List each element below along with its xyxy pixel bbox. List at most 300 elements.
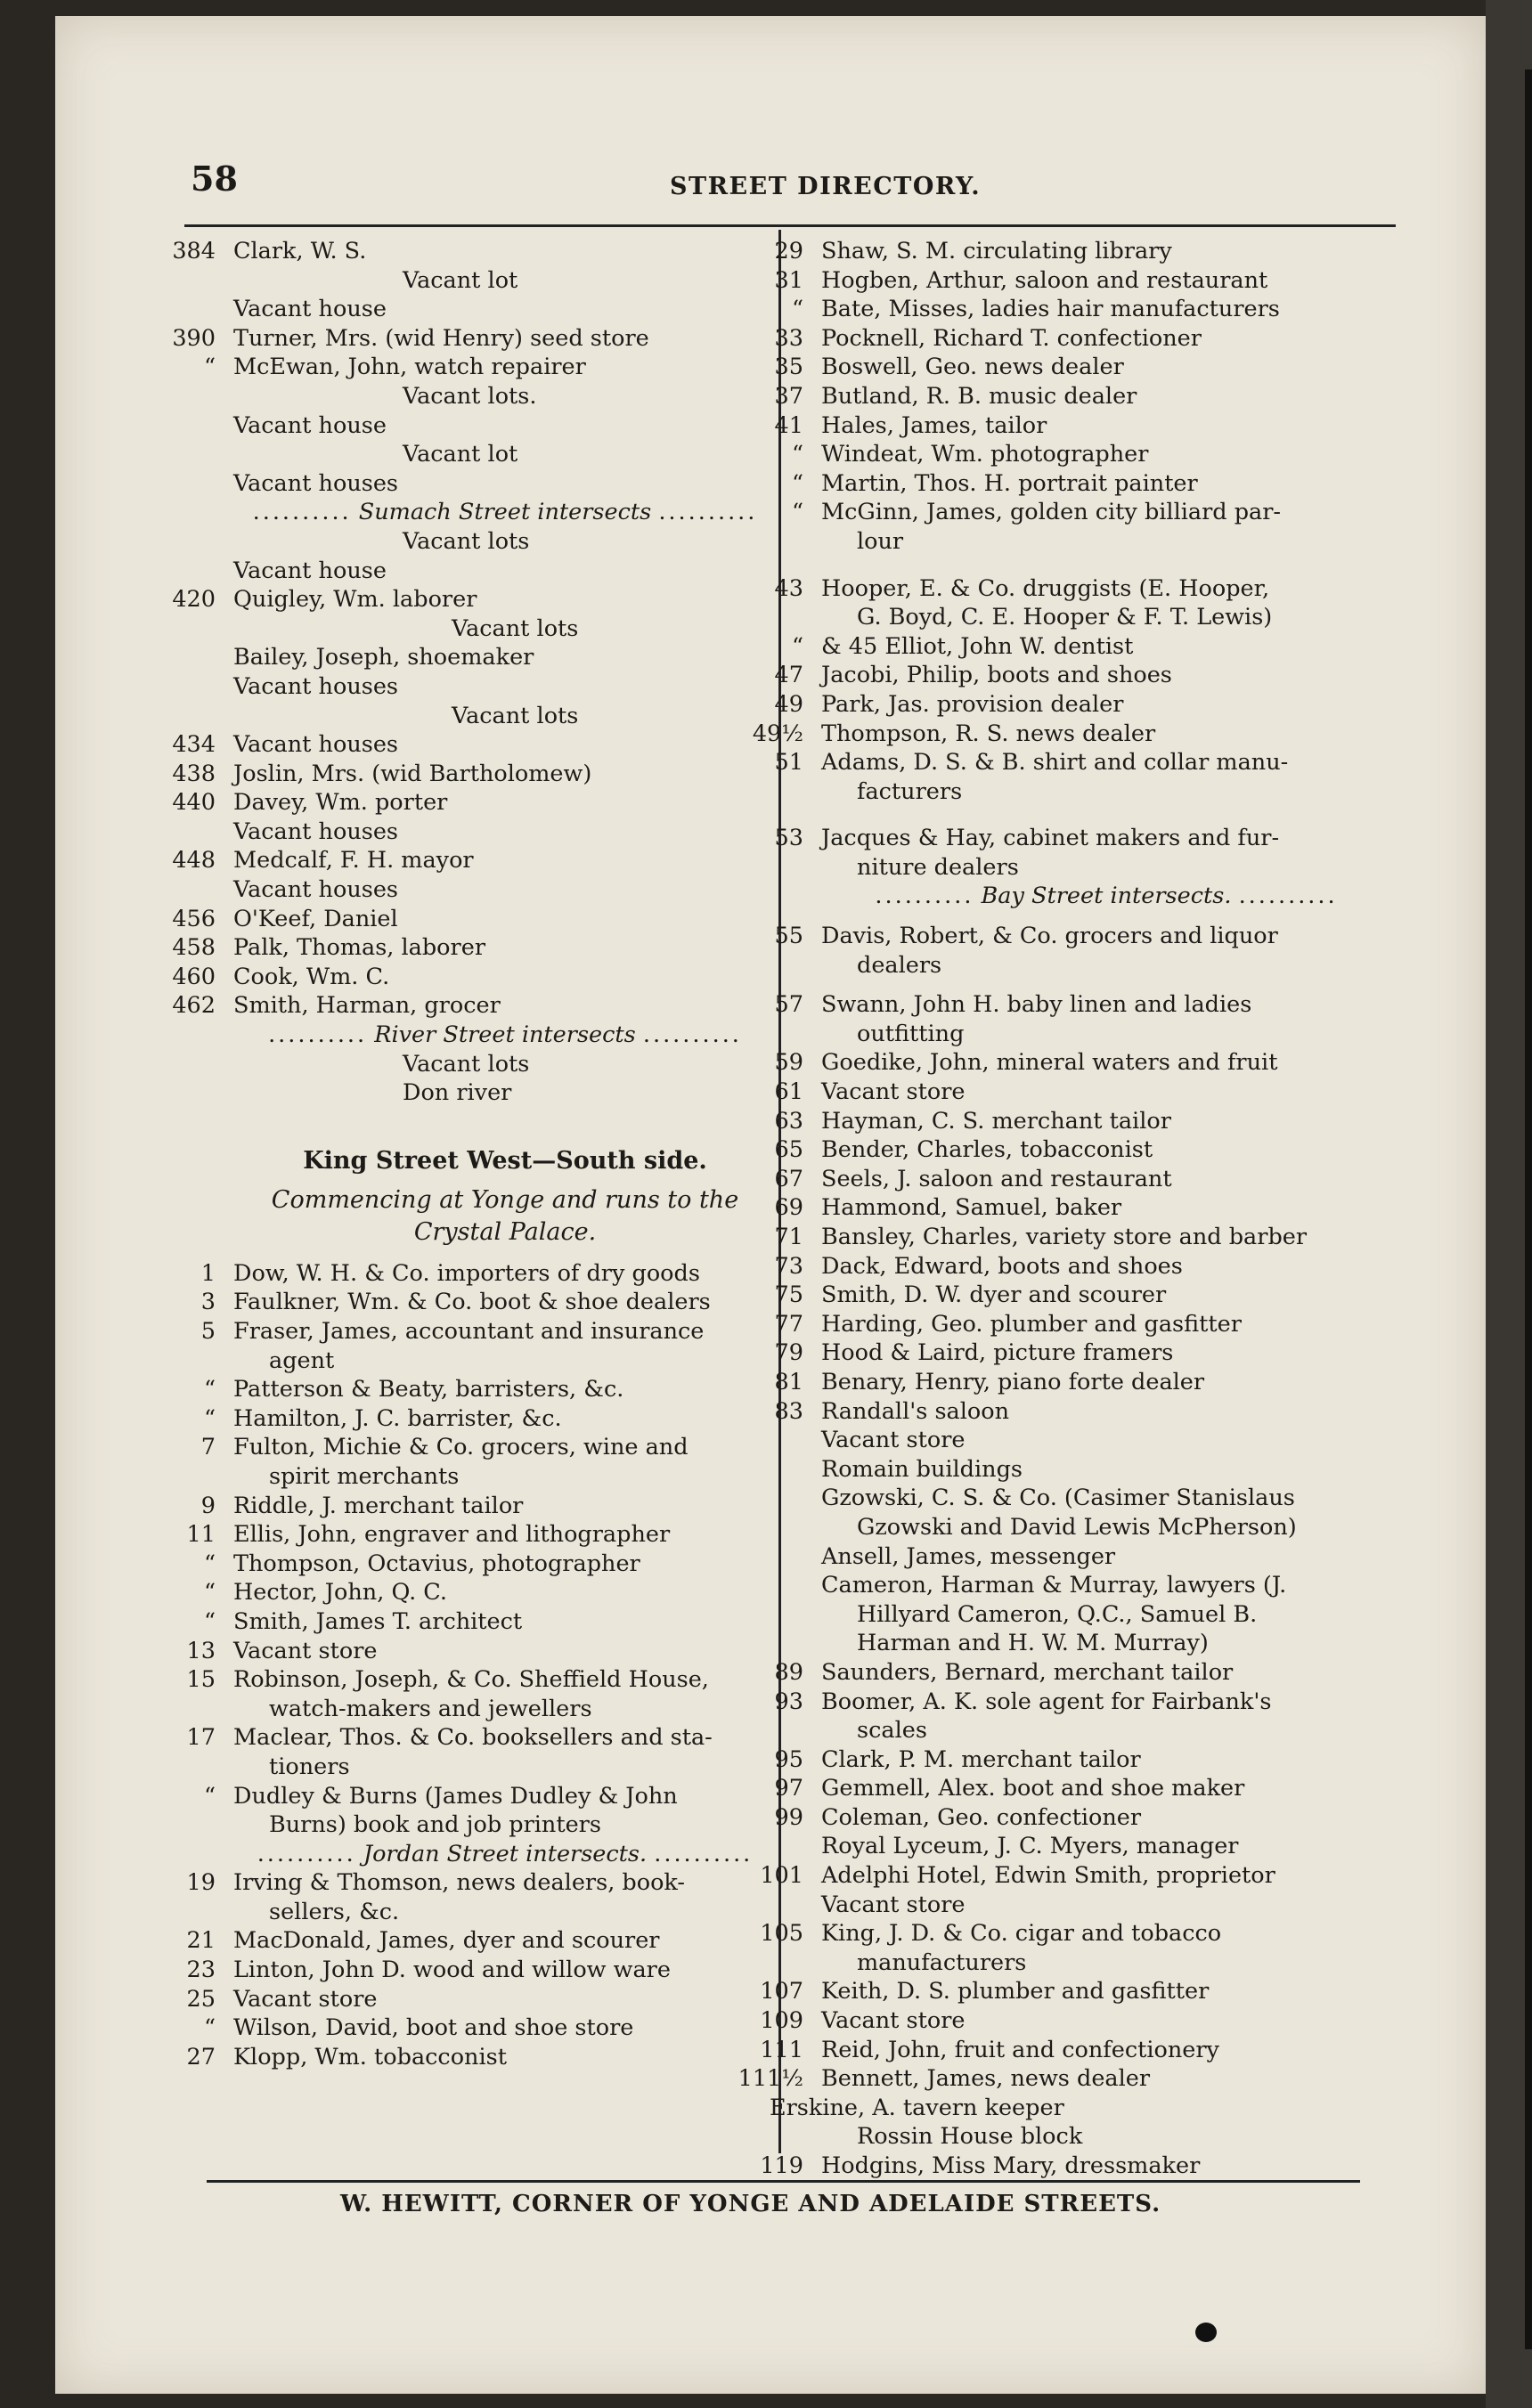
house-number: 458 — [172, 934, 216, 962]
directory-entry — [186, 2043, 777, 2072]
entry-text: Vacant lots. — [403, 382, 537, 410]
house-number: 462 — [172, 992, 216, 1020]
entry-text: Hammond, Samuel, baker — [821, 1194, 1122, 1222]
house-number: 7 — [200, 1434, 216, 1461]
directory-entry — [821, 2122, 1391, 2152]
house-number: 29 — [774, 238, 803, 264]
directory-entry — [774, 1223, 1391, 1252]
directory-entry — [760, 1977, 1391, 2006]
ink-blot — [1195, 2323, 1217, 2342]
entry-text: Bate, Misses, ladies hair manufacturers — [821, 296, 1280, 323]
entry-text: Smith, D. W. dyer and scourer — [821, 1281, 1167, 1309]
directory-entry — [774, 1048, 1391, 1078]
house-number: 105 — [760, 1920, 803, 1948]
directory-entry — [770, 2094, 1391, 2123]
entry-text: Hales, James, tailor — [821, 411, 1047, 439]
entry-text: O'Keef, Daniel — [233, 905, 398, 932]
directory-entry — [774, 574, 1391, 604]
directory-entry — [186, 1985, 777, 2014]
intersection-note — [821, 882, 1391, 911]
house-number: 440 — [172, 789, 216, 817]
directory-entry — [774, 324, 1391, 354]
directory-entry — [203, 1578, 777, 1607]
directory-entry — [233, 1078, 777, 1108]
header-rule — [184, 224, 1396, 227]
directory-entry — [186, 1956, 777, 1985]
entry-text: Quigley, Wm. laborer — [233, 586, 477, 614]
house-number: 99 — [774, 1803, 803, 1831]
entry-text: Davis, Robert, & Co. grocers and liquor — [821, 923, 1278, 950]
directory-entry — [172, 237, 777, 266]
leader-dots: .......... — [252, 499, 352, 526]
entry-text: Gzowski, C. S. & Co. (Casimer Stanislaus — [821, 1485, 1295, 1512]
entry-text: Keith, D. S. plumber and gasfitter — [821, 1978, 1210, 2005]
entry-text: Boswell, Geo. news dealer — [821, 354, 1124, 381]
directory-entry — [821, 1571, 1391, 1600]
directory-entry — [774, 1774, 1391, 1803]
entry-text: Vacant houses — [233, 818, 398, 845]
house-number: 49½ — [752, 720, 803, 747]
house-number: 15 — [186, 1666, 216, 1694]
directory-entry — [821, 951, 1391, 980]
directory-entry — [774, 690, 1391, 720]
entry-text: Hodgins, Miss Mary, dressmaker — [821, 2152, 1201, 2179]
house-number: 51 — [774, 749, 803, 777]
house-number: 97 — [774, 1775, 803, 1802]
entry-text: Erskine, A. tavern keeper — [770, 2094, 1064, 2121]
house-number: 63 — [774, 1107, 803, 1135]
entry-text: Dow, W. H. & Co. importers of dry goods — [233, 1259, 700, 1287]
directory-entry — [172, 585, 777, 614]
house-number: “ — [791, 296, 803, 323]
entry-text: Clark, W. S. — [233, 238, 367, 264]
directory-entry — [752, 720, 1391, 749]
entry-text: Harman and H. W. M. Murray) — [857, 1630, 1209, 1657]
entry-text: Vacant lots — [452, 702, 579, 729]
house-number: “ — [791, 441, 803, 468]
directory-entry — [203, 1607, 777, 1637]
directory-entry — [200, 1288, 777, 1317]
directory-entry — [821, 1600, 1391, 1630]
entry-text: Joslin, Mrs. (wid Bartholomew) — [233, 760, 592, 787]
directory-page — [55, 16, 1486, 2394]
entry-text: Cameron, Harman & Murray, lawyers (J. — [821, 1572, 1287, 1599]
house-number: 73 — [774, 1252, 803, 1280]
house-number: 43 — [774, 574, 803, 602]
house-number: 71 — [774, 1224, 803, 1250]
directory-entry — [791, 440, 1391, 469]
entry-text: Vacant store — [821, 1078, 966, 1106]
leader-dots: .......... — [658, 499, 758, 526]
house-number: 77 — [774, 1310, 803, 1338]
directory-entry — [774, 1135, 1391, 1165]
directory-entry — [172, 991, 777, 1021]
entry-text: Patterson & Beaty, barristers, &c. — [233, 1376, 624, 1403]
entry-text: Reid, John, fruit and confectionery — [821, 2036, 1219, 2063]
entry-text: Hogben, Arthur, saloon and restaurant — [821, 266, 1268, 294]
intersection-label: Bay Street intersects. — [981, 883, 1232, 910]
entry-text: Adams, D. S. & B. shirt and collar manu- — [821, 749, 1289, 777]
entry-text: Boomer, A. K. sole agent for Fairbank's — [821, 1688, 1272, 1715]
house-number: 109 — [760, 2007, 803, 2035]
entry-text: Irving & Thomson, news dealers, book- — [233, 1869, 686, 1897]
street-subheading: Crystal Palace. — [413, 1217, 597, 1246]
house-number: 384 — [172, 238, 216, 264]
entry-text: Fulton, Michie & Co. grocers, wine and — [233, 1434, 689, 1461]
entry-text: Hillyard Cameron, Q.C., Samuel B. — [857, 1600, 1258, 1628]
entry-text: Vacant house — [233, 411, 387, 439]
directory-entry — [172, 963, 777, 992]
directory-entry — [233, 702, 777, 731]
directory-entry — [233, 875, 777, 905]
entry-text: Vacant lots — [452, 614, 579, 642]
entry-text: facturers — [857, 777, 963, 805]
house-number: 19 — [186, 1869, 216, 1897]
entry-text: Dudley & Burns (James Dudley & John — [233, 1782, 678, 1810]
house-number: 31 — [774, 266, 803, 294]
left-column — [172, 237, 777, 2071]
directory-entry — [774, 411, 1391, 441]
house-number: 456 — [172, 905, 216, 932]
entry-text: Royal Lyceum, J. C. Myers, manager — [821, 1833, 1239, 1860]
directory-entry — [821, 1542, 1391, 1572]
entry-text: King, J. D. & Co. cigar and tobacco — [821, 1920, 1222, 1948]
entry-text: Robinson, Joseph, & Co. Sheffield House, — [233, 1666, 709, 1694]
directory-entry — [774, 748, 1391, 777]
entry-text: Jacobi, Philip, boots and shoes — [821, 662, 1172, 689]
entry-text: Butland, R. B. music dealer — [821, 382, 1137, 410]
entry-text: Harding, Geo. plumber and gasfitter — [821, 1310, 1242, 1338]
directory-entry — [774, 1281, 1391, 1310]
entry-text: Vacant lot — [403, 441, 518, 468]
entry-text: Ellis, John, engraver and lithographer — [233, 1521, 671, 1549]
entry-text: Swann, John H. baby linen and ladies — [821, 991, 1252, 1019]
entry-text: outfitting — [857, 1020, 965, 1047]
directory-entry — [172, 905, 777, 934]
directory-entry — [821, 527, 1391, 557]
entry-text: Turner, Mrs. (wid Henry) seed store — [233, 324, 649, 352]
directory-entry — [821, 1426, 1391, 1455]
entry-text: Martin, Thos. H. portrait painter — [821, 469, 1198, 497]
entry-text: Vacant store — [821, 2007, 966, 2035]
directory-entry — [774, 382, 1391, 411]
entry-text: Hood & Laird, picture framers — [821, 1339, 1174, 1367]
entry-text: Vacant house — [233, 296, 387, 323]
house-number: “ — [203, 1404, 216, 1432]
leader-dots: .......... — [875, 883, 974, 910]
entry-text: Vacant store — [821, 1891, 966, 1918]
entry-text: Benary, Henry, piano forte dealer — [821, 1368, 1205, 1395]
directory-entry — [233, 295, 777, 324]
entry-text: Coleman, Geo. confectioner — [821, 1803, 1142, 1831]
house-number: “ — [203, 1550, 216, 1577]
directory-entry — [186, 1868, 777, 1898]
entry-text: Bansley, Charles, variety store and barber — [821, 1224, 1308, 1250]
entry-text: Goedike, John, mineral waters and fruit — [821, 1049, 1278, 1077]
footer-rule — [207, 2180, 1360, 2183]
house-number: 89 — [774, 1658, 803, 1686]
directory-entry — [200, 1492, 777, 1521]
leader-dots: .......... — [257, 1840, 356, 1867]
street-heading: King Street West—South side. — [303, 1146, 707, 1175]
entry-text: Linton, John D. wood and willow ware — [233, 1956, 671, 1984]
directory-entry — [203, 1550, 777, 1579]
leader-dots: .......... — [1238, 883, 1338, 910]
entry-text: Bennett, James, news dealer — [821, 2065, 1151, 2093]
entry-text: scales — [857, 1717, 927, 1745]
house-number: 434 — [172, 731, 216, 759]
house-number: 11 — [186, 1521, 216, 1549]
entry-text: lour — [857, 527, 904, 555]
house-number: 53 — [774, 825, 803, 852]
right-column — [737, 237, 1391, 2181]
directory-entry — [760, 2036, 1391, 2065]
entry-text: Hamilton, J. C. barrister, &c. — [233, 1404, 562, 1432]
intersection-note — [233, 1840, 777, 1869]
house-number: “ — [791, 632, 803, 660]
house-number: 59 — [774, 1049, 803, 1077]
entry-text: & 45 Elliot, John W. dentist — [821, 632, 1134, 660]
directory-entry — [233, 1810, 777, 1840]
entry-text: Seels, J. saloon and restaurant — [821, 1165, 1172, 1192]
street-subheading: Commencing at Yonge and runs to the — [271, 1185, 739, 1214]
entry-text: Vacant houses — [233, 672, 398, 700]
entry-text: Vacant store — [233, 1985, 378, 2013]
directory-entry — [172, 846, 777, 875]
house-number: “ — [791, 499, 803, 526]
directory-entry — [203, 1404, 777, 1434]
house-number: 111½ — [737, 2065, 803, 2093]
directory-entry — [233, 1050, 777, 1079]
entry-text: watch-makers and jewellers — [269, 1695, 592, 1722]
directory-entry — [233, 557, 777, 586]
entry-text: Davey, Wm. porter — [233, 789, 448, 817]
entry-text: G. Boyd, C. E. Hooper & F. T. Lewis) — [857, 604, 1273, 631]
house-number: 37 — [774, 382, 803, 410]
spacer — [233, 1249, 777, 1259]
house-number: 21 — [186, 1927, 216, 1955]
entry-text: Vacant store — [233, 1637, 378, 1664]
directory-entry — [233, 382, 777, 411]
house-number: “ — [203, 1376, 216, 1403]
entry-text: Smith, Harman, grocer — [233, 992, 501, 1020]
entry-text: Vacant houses — [233, 731, 398, 759]
directory-entry — [233, 440, 777, 469]
directory-entry — [821, 1455, 1391, 1485]
entry-text: Klopp, Wm. tobacconist — [233, 2043, 507, 2070]
directory-entry — [774, 1745, 1391, 1775]
directory-entry — [233, 672, 777, 702]
house-number: “ — [791, 469, 803, 497]
directory-entry — [791, 469, 1391, 499]
house-number: “ — [203, 354, 216, 381]
house-number: 83 — [774, 1397, 803, 1425]
entry-text: Jacques & Hay, cabinet makers and fur- — [821, 825, 1280, 852]
house-number: 460 — [172, 963, 216, 990]
house-number: 57 — [774, 991, 803, 1019]
directory-entry — [203, 2013, 777, 2043]
entry-text: tioners — [269, 1753, 350, 1780]
house-number: 49 — [774, 690, 803, 718]
intersection-note — [233, 1021, 777, 1050]
directory-entry — [737, 2064, 1391, 2094]
house-number: 41 — [774, 411, 803, 439]
house-number: 79 — [774, 1339, 803, 1367]
directory-entry — [821, 1832, 1391, 1861]
directory-entry — [821, 1484, 1391, 1513]
house-number: “ — [203, 1782, 216, 1810]
intersection-label: River Street intersects — [374, 1021, 636, 1049]
directory-entry — [821, 1891, 1391, 1920]
directory-entry — [774, 990, 1391, 1020]
footer-advert: W. HEWITT, CORNER OF YONGE AND ADELAIDE STREETS. — [340, 2191, 1161, 2217]
entry-text: Fraser, James, accountant and insurance — [233, 1318, 705, 1345]
directory-entry — [774, 1078, 1391, 1107]
house-number: 438 — [172, 760, 216, 787]
directory-entry — [774, 922, 1391, 951]
entry-text: Vacant houses — [233, 469, 398, 497]
directory-entry — [774, 1803, 1391, 1833]
entry-text: Riddle, J. merchant tailor — [233, 1492, 524, 1519]
entry-text: Gzowski and David Lewis McPherson) — [857, 1513, 1297, 1541]
directory-entry — [233, 1898, 777, 1927]
entry-text: Clark, P. M. merchant tailor — [821, 1745, 1141, 1773]
entry-text: Vacant store — [821, 1427, 966, 1454]
house-number: 69 — [774, 1194, 803, 1222]
house-number: 61 — [774, 1078, 803, 1106]
directory-entry — [760, 1919, 1391, 1948]
entry-text: Hector, John, Q. C. — [233, 1579, 447, 1607]
house-number: 47 — [774, 662, 803, 689]
directory-entry — [186, 1520, 777, 1550]
house-number: 111 — [760, 2036, 803, 2063]
directory-entry — [774, 1368, 1391, 1397]
entry-text: Smith, James T. architect — [233, 1607, 523, 1635]
directory-entry — [774, 824, 1391, 853]
house-number: 33 — [774, 324, 803, 352]
page-edge — [1525, 69, 1532, 2349]
directory-entry — [172, 760, 777, 789]
house-number: “ — [203, 2014, 216, 2042]
entry-text: agent — [269, 1346, 335, 1374]
directory-entry — [203, 1782, 777, 1811]
spacer — [821, 980, 1391, 990]
directory-entry — [200, 1317, 777, 1346]
directory-entry — [760, 2006, 1391, 2036]
directory-entry — [774, 266, 1391, 296]
directory-entry — [821, 853, 1391, 883]
directory-entry — [233, 1753, 777, 1782]
house-number: 3 — [200, 1289, 216, 1316]
entry-text: spirit merchants — [269, 1462, 460, 1490]
entry-text: Vacant lot — [403, 266, 518, 294]
entry-text: Romain buildings — [821, 1455, 1023, 1483]
directory-entry — [821, 1948, 1391, 1978]
directory-entry — [233, 469, 777, 499]
entry-text: Medcalf, F. H. mayor — [233, 847, 474, 875]
directory-entry — [200, 1433, 777, 1462]
directory-entry — [172, 324, 777, 354]
directory-entry — [821, 1716, 1391, 1745]
directory-entry — [233, 527, 777, 557]
entry-text: Maclear, Thos. & Co. booksellers and sta- — [233, 1724, 713, 1752]
directory-entry — [791, 632, 1391, 662]
directory-entry — [233, 1346, 777, 1376]
directory-entry — [233, 411, 777, 441]
spacer — [821, 557, 1391, 574]
house-number: “ — [203, 1579, 216, 1607]
house-number: 1 — [200, 1259, 216, 1287]
entry-text: sellers, &c. — [269, 1898, 400, 1925]
house-number: 81 — [774, 1368, 803, 1395]
intersection-note — [233, 498, 777, 527]
house-number: 107 — [760, 1978, 803, 2005]
house-number: 93 — [774, 1688, 803, 1715]
directory-entry — [203, 1375, 777, 1404]
directory-entry — [186, 1926, 777, 1956]
entry-text: McEwan, John, watch repairer — [233, 354, 586, 381]
entry-text: Shaw, S. M. circulating library — [821, 238, 1172, 264]
directory-entry — [233, 614, 777, 644]
entry-text: Faulkner, Wm. & Co. boot & shoe dealers — [233, 1289, 711, 1316]
house-number: 13 — [186, 1637, 216, 1664]
entry-text: Park, Jas. provision dealer — [821, 690, 1124, 718]
entry-text: Thompson, R. S. news dealer — [821, 720, 1156, 747]
directory-entry — [186, 1637, 777, 1666]
entry-text: manufacturers — [857, 1948, 1027, 1976]
directory-entry — [774, 661, 1391, 690]
directory-entry — [200, 1259, 777, 1289]
directory-entry — [233, 643, 777, 672]
directory-entry — [233, 1695, 777, 1724]
intersection-label: Jordan Street intersects. — [363, 1840, 648, 1867]
leader-dots: .......... — [642, 1021, 742, 1049]
entry-text: Windeat, Wm. photographer — [821, 441, 1149, 468]
directory-entry — [774, 237, 1391, 266]
entry-text: Vacant house — [233, 557, 387, 584]
directory-entry — [774, 1193, 1391, 1223]
entry-text: Hooper, E. & Co. druggists (E. Hooper, — [821, 574, 1270, 602]
entry-text: Burns) book and job printers — [269, 1811, 601, 1839]
directory-entry — [760, 1861, 1391, 1891]
entry-text: Don river — [403, 1079, 512, 1107]
house-number: 65 — [774, 1136, 803, 1164]
directory-entry — [172, 788, 777, 818]
directory-entry — [821, 1020, 1391, 1049]
directory-entry — [774, 1107, 1391, 1136]
directory-entry — [233, 818, 777, 847]
directory-entry — [821, 603, 1391, 632]
directory-entry — [774, 353, 1391, 382]
house-number: 420 — [172, 586, 216, 614]
spacer — [821, 911, 1391, 922]
leader-dots: .......... — [654, 1840, 754, 1867]
house-number: 67 — [774, 1165, 803, 1192]
directory-entry — [760, 2152, 1391, 2181]
house-number: 119 — [760, 2152, 803, 2179]
house-number: 95 — [774, 1745, 803, 1773]
running-head: STREET DIRECTORY. — [670, 173, 982, 200]
directory-entry — [774, 1688, 1391, 1717]
house-number: 27 — [186, 2043, 216, 2070]
directory-entry — [774, 1338, 1391, 1368]
house-number: 23 — [186, 1956, 216, 1984]
entry-text: niture dealers — [857, 853, 1019, 881]
directory-entry — [172, 933, 777, 963]
directory-entry — [821, 1513, 1391, 1542]
entry-text: Hayman, C. S. merchant tailor — [821, 1107, 1171, 1135]
entry-text: Dack, Edward, boots and shoes — [821, 1252, 1183, 1280]
